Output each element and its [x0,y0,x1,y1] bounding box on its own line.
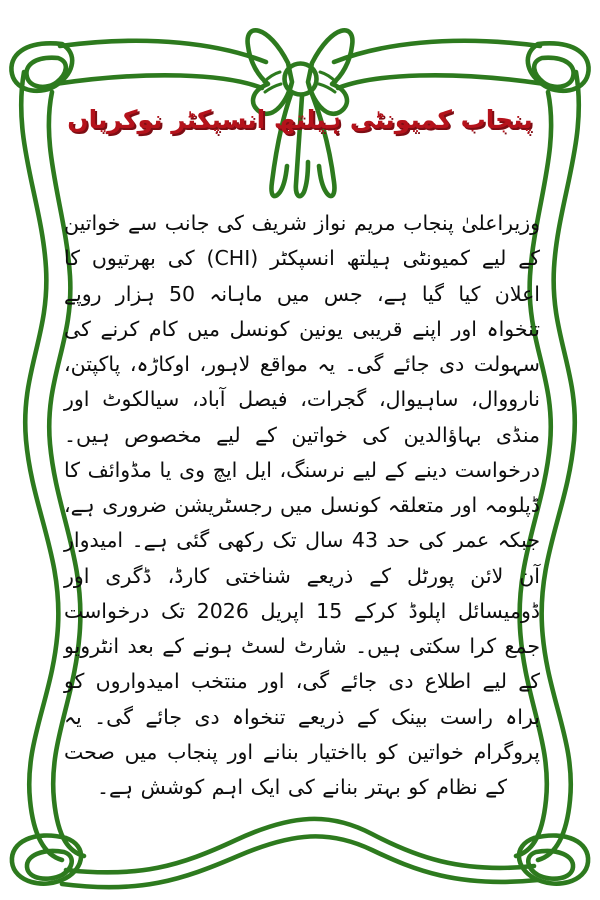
article-body [64,206,540,816]
ribbon-bottom-swash [62,819,538,887]
ribbon-top-right-sweep [334,41,545,88]
page-title: پنجاب کمیونٹی ہیلتھ انسپکٹر نوکریاں [67,105,533,134]
ribbon-left-outer [21,72,62,860]
corner-loop-bottom-left [12,835,81,883]
ribbon-right-outer [538,72,579,860]
corner-loop-top-left [11,43,72,90]
title-block [0,104,600,135]
article-paragraph: وزیراعلیٰ پنجاب مریم نواز شریف کی جانب سے خواتین کے لیے کمیونٹی ہیلتھ انسپکٹر (CHI) کی بھرتیوں کا اعلان کیا گیا ہے، جس میں ماہانہ 50 ہزار روپے تنخواہ اور اپنے قریبی یونین کونسل میں کام کرنے کی سہولت دی جائے گی۔ یہ مواقع لاہور، اوکاڑہ، پاکپتن، نارووال، ساہیوال، گجرات، فیصل آباد، سیالکوٹ اور منڈی بہاؤالدین کی خواتین کے لیے مخصوص ہیں۔ درخواست دینے کے لیے نرسنگ، ایل ایچ وی یا مڈوائف کا ڈپلومہ اور متعلقہ کونسل میں رجسٹریشن ضروری ہے، جبکہ عمر کی حد 43 سال تک رکھی گئی ہے۔ امیدوار آن لائن پورٹل کے ذریعے شناختی کارڈ، ڈگری اور ڈومیسائل اپلوڈ کرکے 15 اپریل 2026 تک درخواست جمع کرا سکتی ہیں۔ شارٹ لسٹ ہونے کے بعد انٹرویو کے لیے اطلاع دی جائے گی، اور منتخب امیدواروں کو براہ راست بینک کے ذریعے تنخواہ دی جائے گی۔ یہ پروگرام خواتین کو بااختیار بنانے اور پنجاب میں صحت کے نظام کو بہتر بنانے کی ایک اہم کوشش ہے۔ [64,211,540,799]
corner-loop-bottom-right [519,835,588,883]
ribbon-top-left-sweep [55,41,266,88]
corner-loop-top-right [528,43,589,90]
